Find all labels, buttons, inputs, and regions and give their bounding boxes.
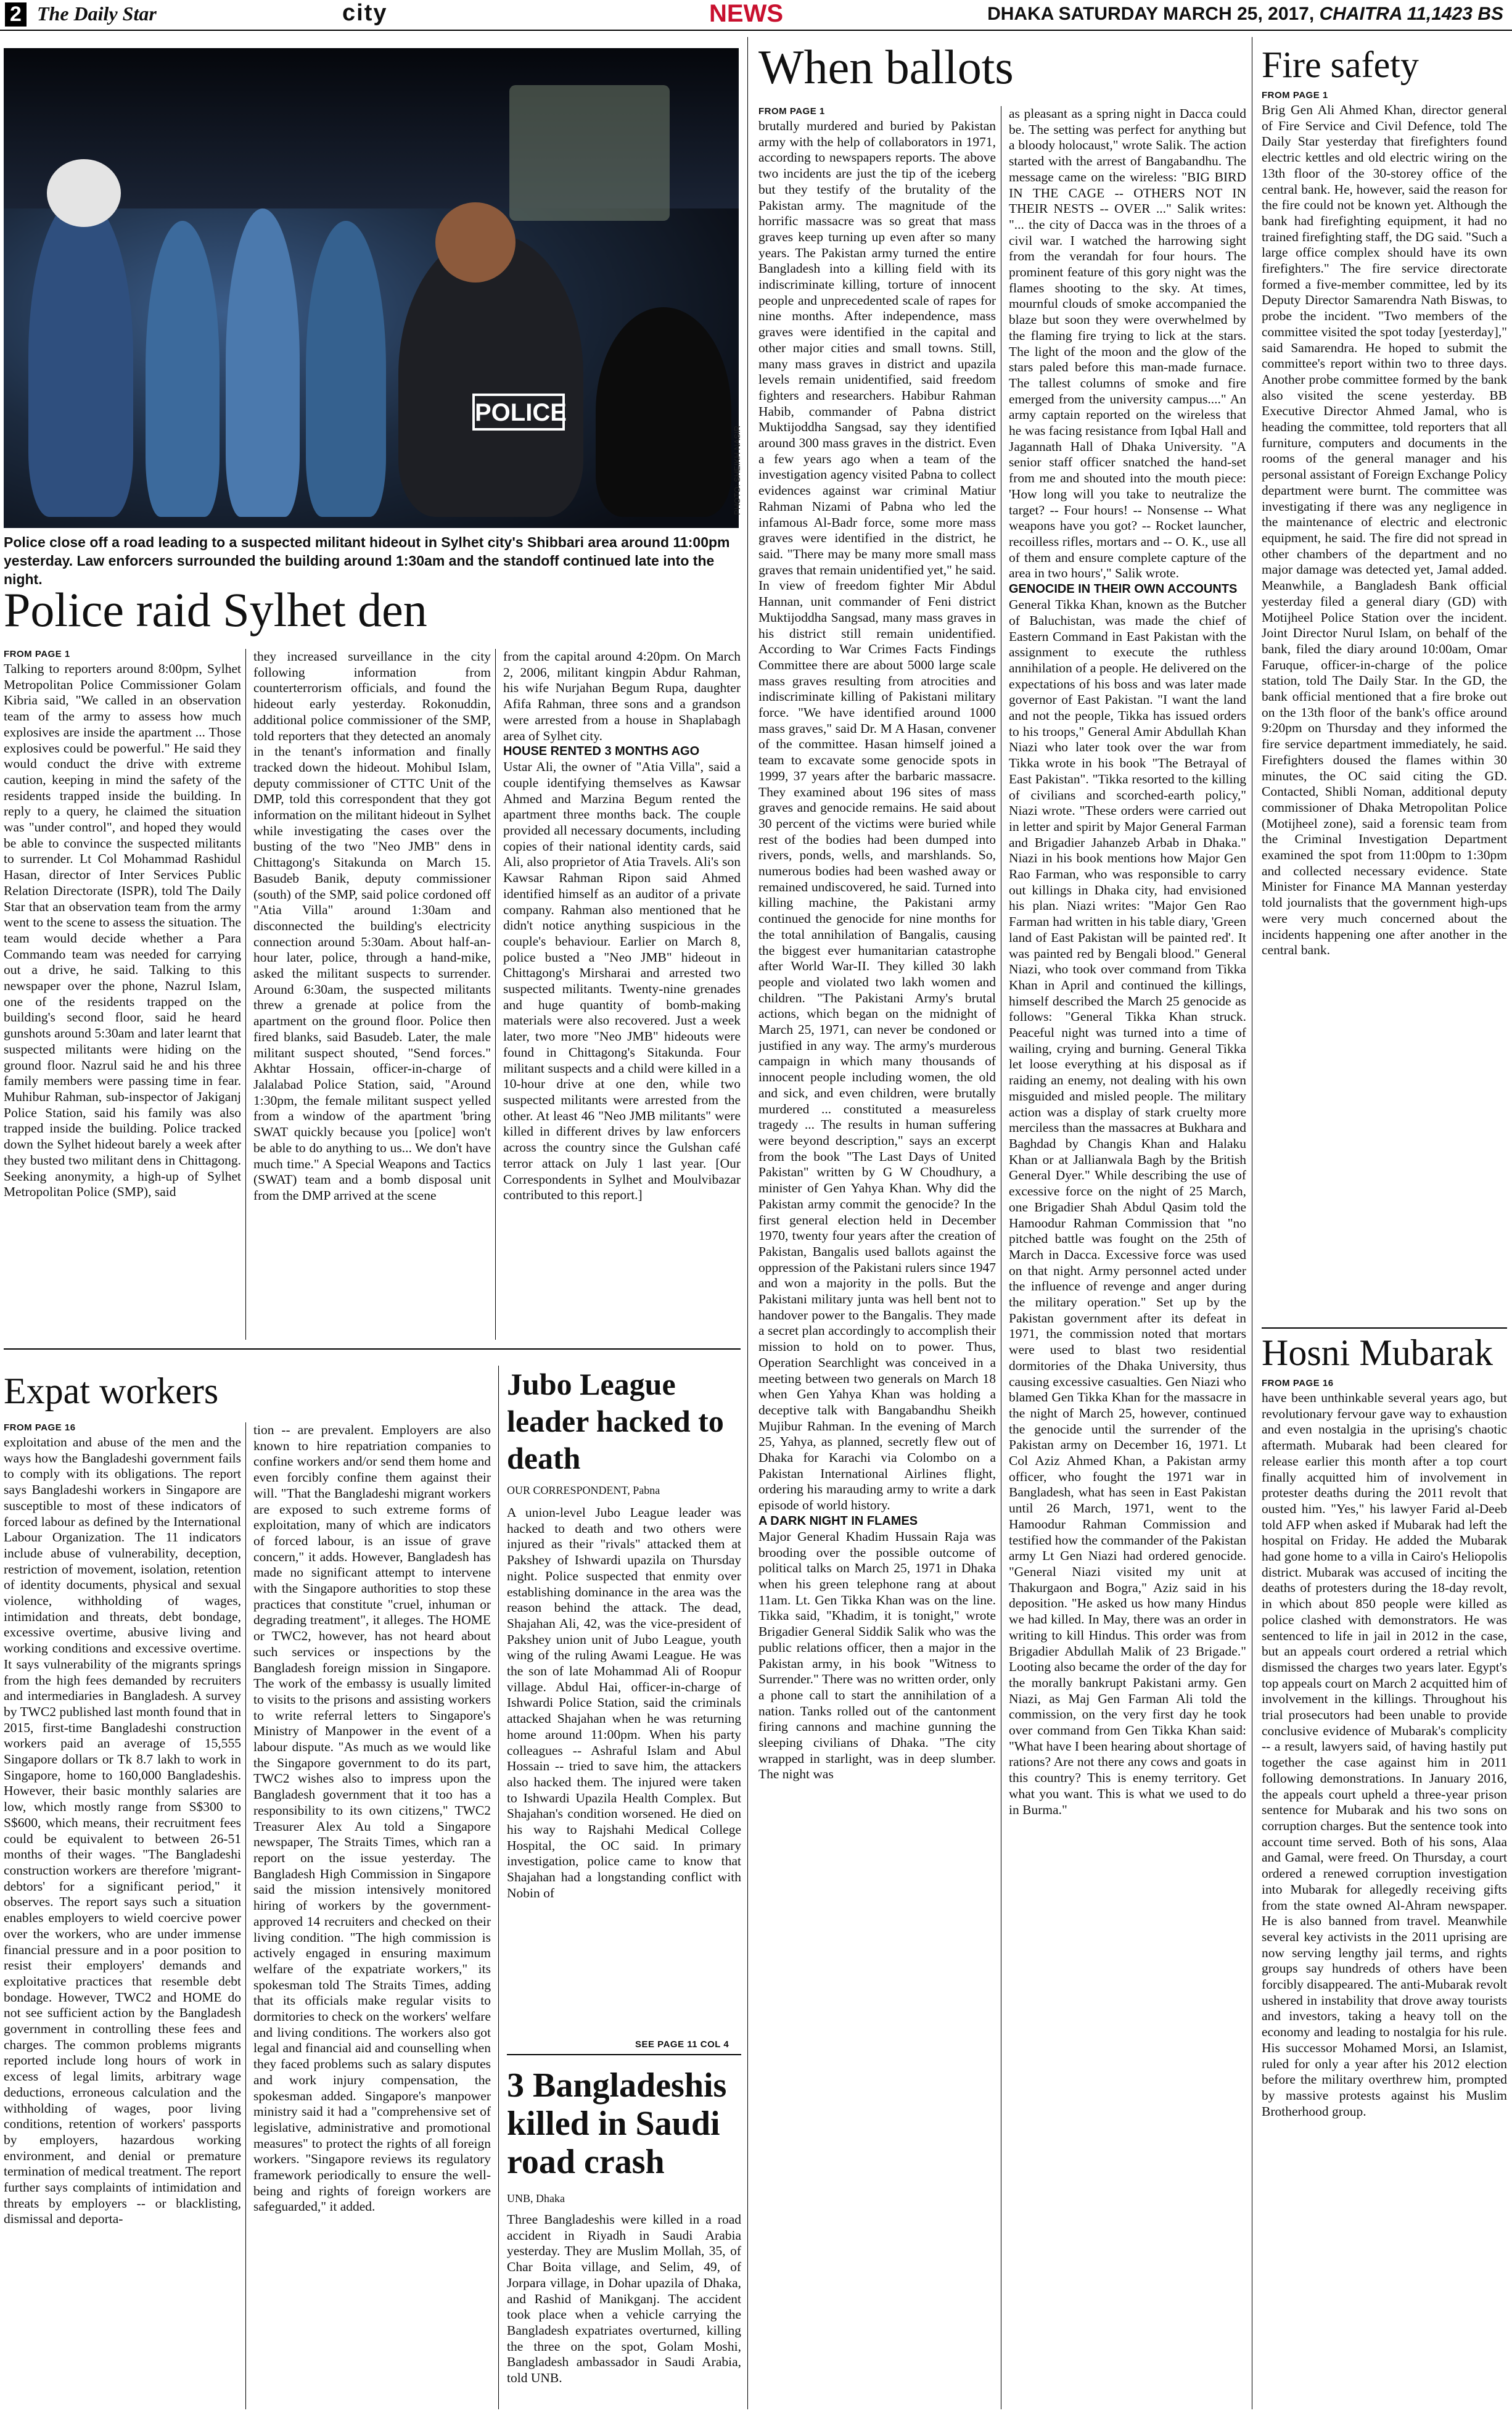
sylhet-text: from the capital around 4:20pm. On March 2, 2006, militant kingpin Abdur Rahman, his wife Nurjahan Begum Rupa, daughter Afifa Rahman, three sons and a grandson were arrested from a house in Shaplabagh area of Sylhet city.	[503, 649, 741, 743]
expat-column-2	[253, 1422, 491, 2409]
mubarak-from: FROM PAGE 16	[1262, 1378, 1334, 1388]
fire-text: Brig Gen Ali Ahmed Khan, director general of Fire Service and Civil Defence, told The Daily Star yesterday that firefighters found electric kettles and old electric wiring on the 13th floor of the 30-storey office of the central bank. He, however, said the reason for the fire could not be known yet. Although the bank had firefighting equipment, it had no trained firefighting staff, the DG said. "Such a large office complex should have its own firefighters." The fire service directorate formed a five-member committee, led by its Deputy Director Samarendra Nath Biswas, to probe the incident. "Two members of the committee visited the spot today [yesterday]," said Samarendra. He hoped to submit the committee's report within two to three days. Another probe committee formed by the bank also visited the scene yesterday. BB Executive Director Ahmed Jamal, who is heading the committee, told reporters that all furniture, computers and documents in the rooms of the general manager and his personal assistant of Foreign Exchange Policy department were burnt. The committee was investigating if there was any negligence in the maintenance of electric and electronic equipment, he said. The fire did not spread in other chambers of the department and no major damage was detected yet, Jamal added. Meanwhile, a Bangladesh Bank official yesterday filed a general diary (GD) with Motijheel Police Station over the incident. Joint Director Nurul Islam, on behalf of the bank, filed the diary around 10:00am, Omar Faruque, officer-in-charge of the police station, told The Daily Star. In the GD, the bank official mentioned that a fire broke out on the 13th floor of the bank's office around 9:20pm on Thursday and they informed the fire service department immediately, he said. Firefighters doused the flames within 30 minutes, the OC said citing the GD. Contacted, Shibli Noman, additional deputy commissioner of Dhaka Metropolitan Police (Motijheel zone), said a forensic team from the Criminal Investigation Department examined the spot from 11:00pm to 1:30pm and collected necessary evidence. State Minister for Finance MA Mannan yesterday told journalists that the government high-ups were very much concerned about the incidents happening one after another in the central bank.	[1262, 102, 1507, 958]
police-officer-figure	[226, 208, 300, 517]
sylhet-column-1	[4, 661, 241, 1340]
section-divider	[1262, 1327, 1507, 1329]
expat-from: FROM PAGE 16	[4, 1422, 76, 1433]
jubo-text: A union-level Jubo League leader was hacked to death and two others were injured as their "rivals" attacked them at Pakshey of Ishwardi upazila on Thursday night. Police suspected that enmity over establishing dominance in the area was the reason behind the attack. The dead, Shajahan Ali, 42, was the vice-president of Pakshey union unit of Jubo League, youth wing of the ruling Awami League. He was the son of late Mohammad Ali of Roopur village. Abdul Hai, officer-in-charge of Ishwardi Police Station, said the criminals attacked Shajahan when he was returning home around 11:00pm. When his party colleagues -- Ashraful Islam and Abul Hossain -- tried to save him, the attackers also hacked them. The injured were taken to Ishwardi Upazila Health Complex. But Shajahan's condition worsened. He died on his way to Rajshahi Medical College Hospital, the OC said. In primary investigation, police came to know that Shajahan had a longstanding conflict with Nobin of	[507, 1505, 741, 1900]
news-photo	[4, 48, 739, 528]
dateline-date: DHAKA SATURDAY MARCH 25, 2017,	[987, 4, 1315, 24]
saudi-text: Three Bangladeshis were killed in a road accident in Riyadh in Saudi Arabia yesterday. They are Muslim Mollah, 35, of Char Boita village, and Selim, 49, of Jorpara village, in Dohar upazila of Dhaka, and Rashid of Manikganj. The accident took place when a vehicle carrying the Bangladesh expatriates overturned, killing the three on the spot, Golam Moshi, Bangladesh ambassador in Saudi Arabia, told UNB.	[507, 2212, 741, 2386]
mubarak-headline: Hosni Mubarak	[1262, 1332, 1493, 1373]
expat-text: exploitation and abuse of the men and the ways how the Bangladeshi government fails to comply with its obligations. The report says Bangladeshi workers in Singapore are susceptible to most of these indicators of forced labour as defined by the International Labour Organization. The 11 indicators include abuse of vulnerability, deception, restriction of movement, isolation, retention of identity documents, physical and sexual violence, withholding of wages, intimidation and threats, debt bondage, excessive overtime, abusive living and working conditions and excessive overtime. It says vulnerability of the migrants springs from the high fees demanded by recruiters and intermediaries in Bangladesh. A survey by TWC2 published last month found that in 2015, first-time Bangladeshi construction workers paid an average of 15,555 Singapore dollars or Tk 8.7 lakh to work in Singapore, home to 160,000 Bangladeshis. However, their basic monthly salaries are low, which mostly range from S$300 to S$600, which means, their recruitment fees could be equivalent to between 26-51 months of their wages. "The Bangladeshi construction workers are therefore 'migrant-debtors' for a significant period," it observes. The report says such a situation enables employers to wield coercive power over the workers, who are under immense financial pressure and in a poor position to resist their employers' demands and exploitative practices that resemble debt bondage. However, TWC2 and HOME do not see sufficient action by the Bangladesh government in controlling these fees and charges. The common problems migrants reported include long hours of work in excess of legal limits, arbitrary wage deductions, erroneous calculation and the withholding of wages, poor living conditions, retention of workers' passports by employers, hazardous working environment, and denial or premature termination of medical treatment. The report further says complaints of intimidation and threats by employers -- or blacklisting, dismissal and deporta-	[4, 1435, 241, 2227]
mubarak-text: have been unthinkable several years ago, but revolutionary fervour gave way to exhaustion and even nostalgia in the uprising's chaotic aftermath. Mubarak had been cleared for release earlier this month after a top court finally acquitted him of involvement in protester deaths during the 2011 revolt that ousted him. "Yes," his lawyer Farid al-Deeb told AFP when asked if Mubarak had left the hospital on Friday. He added the Mubarak had gone home to a villa in Cairo's Heliopolis district. Mubarak was accused of inciting the deaths of protesters during the 18-day revolt, in which about 850 people were killed as police clashed with demonstrators. He was sentenced to life in jail in 2012 in the case, but an appeals court ordered a retrial which dismissed the charges two years later. Egypt's top appeals court on March 2 acquitted him of involvement in the killings. Throughout his trial prosecutors had been unable to provide conclusive evidence of Mubarak's complicity -- a result, lawyers said, of having hastily put together the case against him in 2011 following demonstrations. In January 2016, the appeals court upheld a three-year prison sentence for Mubarak and his two sons on corruption charges. But the sentence took into account time served. Both of his sons, Alaa and Gamal, were freed. On Thursday, a court ordered a renewed corruption investigation into Mubarak for allegedly receiving gifts from the state owned Al-Ahram newspaper. He is also banned from travel. Meanwhile several key activists in the 2011 uprising are now serving lengthy jail terms, and rights groups say hundreds of others have been forcibly disappeared. The anti-Mubarak revolt ushered in instability that drove away tourists and investors, taking a heavy toll on the economy and leading to nostalgia for his rule. His successor Mohamed Morsi, an Islamist, ruled for only a year after his 2012 election before the military overthrew him, prompted by massive protests against his Muslim Brotherhood group.	[1262, 1390, 1507, 2119]
fire-headline: Fire safety	[1262, 44, 1419, 85]
news-label: NEWS	[709, 0, 783, 27]
expat-text: tion -- are prevalent. Employers are also known to hire repatriation companies to confine workers and/or send them home and even forcibly confine them against their will. "That the Bangladeshi migrant workers are exposed to such extreme forms of exploitation, many of which are indicators of forced labour, is an issue of grave concern," it adds. However, Bangladesh has made no significant attempt to intervene with the Singapore authorities to stop these practices that constitute "cruel, inhuman or degrading treatment", it alleges. The HOME or TWC2, however, has not heard about such services or inspections by the Bangladesh foreign mission in Singapore. The work of the embassy is usually limited to visits to the prisons and assisting workers to write referral letters to Singapore's Ministry of Manpower in the event of a labour dispute. "As much as we would like the Singapore government to do its part, TWC2 wishes also to impress upon the Bangladesh government that it too has a responsibility to its own citizens," TWC2 Treasurer Alex Au told a Singapore newspaper, The Straits Times, which ran a report on the issue yesterday. The Bangladesh High Commission in Singapore said the mission intensively monitored hiring of workers by the government-approved 14 recruiters and checked on their living condition. "The high commission is actively engaged in ensuring maximum welfare of the expatriate workers," its spokesman told The Straits Times, adding that its officials make regular visits to dormitories to check on the workers' welfare and living conditions. The workers also got legal and financial aid and counselling when they faced problems such as salary disputes and work injury compensation, the spokesman added. Singapore's manpower ministry said it had a "comprehensive set of legislative, administrative and promotional measures" to protect the rights of all foreign workers. "Singapore reviews its regulatory framework periodically to ensure the well-being and rights of foreign workers are safeguarded," it added.	[253, 1422, 491, 2214]
jubo-byline: OUR CORRESPONDENT, Pabna	[507, 1484, 660, 1496]
jubo-column	[507, 1505, 741, 2036]
fire-from: FROM PAGE 1	[1262, 90, 1328, 101]
column-rule	[747, 37, 748, 2409]
sylhet-column-2	[253, 649, 491, 1340]
ballots-subhead: A DARK NIGHT IN FLAMES	[758, 1514, 918, 1528]
fire-column	[1262, 102, 1507, 1324]
sylhet-text: Ustar Ali, the owner of "Atia Villa", said a couple identifying themselves as Kawsar Ahmed and Marzina Begum rented the apartment three months back. The couple provided all necessary documents, including copies of their national identity cards, said Ali, also proprietor of Atia Travels. Ali's son Kawsar Rahman Ripon said Ahmed identified himself as an auditor of a private company. Rahman also mentioned that he didn't notice anything suspicious in the couple's behaviour. Earlier on March 8, police busted a "Neo JMB" hideout in Chittagong's Mirsharai and arrested two suspected militants. Twenty-nine grenades and huge quantity of bomb-making materials were also recovered. Just a week later, two more "Neo JMB" hideouts were found in Chittagong's Sitakunda. Four militant suspects and a child were killed in a 10-hour drive at one den, while two suspected militants were arrested from the other. At least 46 "Neo JMB militants" were killed in different drives by law enforcers across the country since the Gulshan café terror attack on July 1 last year. [Our Correspondents in Sylhet and Moulvibazar contributed to this report.]	[503, 759, 741, 1203]
column-rule	[245, 649, 246, 1340]
ballots-text: General Tikka Khan, known as the Butcher of Baluchistan, was made the chief of Eastern Command in East Pakistan with the assignment to execute the ruthless annihilation of a people. He delivered on the expectations of his boss and was later made governor of East Pakistan. "I want the land and not the people, Tikka has issued orders to his troops," General Amir Abdullah Khan Niazi who later took over the war from Tikka wrote in his book "The Betrayal of East Pakistan". "Tikka resorted to the killing of civilians and scorched-earth policy," Niazi wrote. "These orders were carried out in letter and spirit by Major General Farman and Brigadier Jahanzeb Arbab in Dhaka." Niazi in his book mentions how Major Gen Rao Farman, who was responsible to carry out killings in Dhaka city, had envisioned his plan. Niazi writes: "Major Gen Rao Farman had written in his table diary, 'Green land of East Pakistan will be painted red'. It was painted red by Bengali blood." General Niazi, who took over command from Tikka Khan in April and continued the killings, himself described the March 25 genocide as follows: "General Tikka Khan struck. Peaceful night was turned into a time of wailing, crying and burning. General Tikka let loose everything at his disposal as if raiding an enemy, not dealing with his own misguided and misled people. The military action was a display of stark cruelty more merciless than the massacres at Bukhara and Baghdad by Changis Khan and Halaku Khan or at Jallianwala Bagh by the British General Dyer." While describing the use of excessive force on the night of 25 March, one Brigadier Shah Abdul Qasim told the Hamoodur Rahman Commission that "no pitched battle was fought on the 25th of March in Dacca. Excessive force was used on that night. Army personnel acted under the influence of revenge and anger during the military operation." Set up by the Pakistan government after its defeat in 1971, the commission noted that mortars were used to blast two residential dormitories of the Dhaka University, thus causing excessive casualties. Gen Niazi who blamed Gen Tikka Khan for the massacre in the night of March 25, however, continued the genocide until the surrender of the Pakistan army on December 16, 1971. Lt Col Aziz Ahmed Khan, a Pakistan army officer, who fought the 1971 war in Bangladesh, what has seen in East Pakistan until 26 March, 1971, went to the Hamoodur Rahman Commission and testified how the commander of the Pakistan army Lt Gen Niazi had ordered genocide. "General Niazi visited my unit at Thakurgaon and Bogra," Aziz said in his deposition. "He asked us how many Hindus we had killed. In May, there was an order in writing to kill Hindus. This order was from Brigadier Abdullah Malik of 23 Brigade." Looting also became the order of the day for the morally bankrupt Pakistani army. Gen Niazi, as Maj Gen Farman Ali told the commission, on the very first day he took over command from Gen Tikka Khan said: "What have I been hearing about shortage of rations? Are not there any cows and goats in this country? This is enemy territory. Get what you want. This is what we used to do in Burma."	[1009, 597, 1246, 1817]
ballots-text: Major General Khadim Hussain Raja was brooding over the possible outcome of political talks on March 25, 1971 in Dhaka when his green telephone rang at about 11am. Lt. Gen Tikka Khan was on the line. Tikka said, "Khadim, it is tonight," wrote Brigadier General Siddik Salik who was the public relations officer, then a major in the Pakistan army, in his book "Witness to Surrender." There was no written order, only a phone call to start the annihilation of a nation. Tanks rolled out of the cantonment firing cannons and machine gunning the sleeping civilians of Dhaka. "The city wrapped in starlight, was in deep slumber. The night was	[758, 1528, 996, 1782]
ballots-subhead: GENOCIDE IN THEIR OWN ACCOUNTS	[1009, 582, 1238, 596]
ballots-headline: When ballots	[758, 40, 1014, 94]
page-number: 2	[5, 2, 27, 27]
expat-column-1	[4, 1435, 241, 2409]
sylhet-text: Talking to reporters around 8:00pm, Sylhet Metropolitan Police Commissioner Golam Kibria said, "We called in an observation team of the army to assess how much explosives are inside the apartment ... Those explosives could be powerful." He said they would conduct the drive with extreme caution, keeping in mind the safety of the residents trapped inside the building. In reply to a query, he claimed the situation was "under control", and hoped they would be able to convince the suspected militants to surrender. Lt Col Mohammad Rashidul Hasan, director of Inter Services Public Relation Directorate (ISPR), told The Daily Star that an observation team from the army went to the scene to assess the situation. The team would decide whether a Para Commando team was needed for carrying out a drive, he said. Talking to this newspaper over the phone, Nazrul Islam, one of the residents trapped on the building's second floor, said he heard gunshots around 5:30am and later learnt that suspected militants were hiding on the ground floor. Nazrul said he and his three family members were passing time in fear. Muhibur Rahman, sub-inspector of Jakiganj Police Station, said his family was also trapped inside the building. Police tracked down the Sylhet hideout barely a week after they busted two militant dens in Chittagong. Seeking anonymity, a high-up of Sylhet Metropolitan Police (SMP), said	[4, 661, 241, 1200]
police-officer-figure	[28, 196, 133, 517]
face-figure	[435, 202, 516, 283]
sylhet-text: they increased surveillance in the city following information from counterterrorism officials, and found the hideout early yesterday. Rokonuddin, additional police commissioner of the SMP, told reporters that they detected an anomaly in the tenant's information and finally tracked down the hideout. Mohibul Islam, deputy commissioner of CTTC Unit of the DMP, told this correspondent that they got information on the militant hideout in Sylhet while investigating the cases over the busting of the two "Neo JMB" dens in Chittagong's Sitakunda on March 15. Basudeb Banik, deputy commissioner (south) of the SMP, said police cordoned off "Atia Villa" around 1:30am and disconnected the building's electricity connection around 5:30am. About half-an-hour later, police, through a hand-mike, asked the militant suspects to surrender. Around 6:30am, the suspected militants threw a grenade at police from the apartment on the ground floor. Police then fired blanks, said Basudeb. Later, the male militant suspect shouted, "Send forces." Akhtar Hossain, officer-in-charge of Jalalabad Police Station, said, "Around 1:30pm, the female militant suspect yelled from a window of the apartment 'bring SWAT quickly because you [police] won't be able to do anything to us... We don't have much time." A Special Weapons and Tactics (SWAT) team and a bomb disposal unit from the DMP arrived at the scene	[253, 649, 491, 1203]
ballots-column-2	[1009, 106, 1246, 2409]
ballots-column-1	[758, 118, 996, 2409]
sylhet-from: FROM PAGE 1	[4, 649, 70, 659]
section-name: city	[342, 0, 388, 26]
sylhet-headline: Police raid Sylhet den	[4, 583, 427, 637]
masthead	[0, 0, 1512, 31]
sylhet-subhead: HOUSE RENTED 3 MONTHS AGO	[503, 745, 700, 759]
saudi-byline: UNB, Dhaka	[507, 2192, 565, 2205]
ballots-text: brutally murdered and buried by Pakistan army with the help of collaborators in 1971, according to newspapers reports. The above two incidents are just the tip of the iceberg but they testify of the brutality of the Pakistan army. The magnitude of the horrific massacre was so great that mass graves keep turning up even after so many years. The Pakistan army turned the entire Bangladesh into a killing field with its indiscriminate killing, torture of innocent people and unprecedented scale of rapes for nine months. After independence, mass graves were identified in the capital and other major cities and small towns. Still, many mass graves in district and upazila levels remain unidentified, said freedom fighters and researchers. Habibur Rahman Habib, commander of Pabna district Muktijoddha Sangsad, say they identified around 300 mass graves in the district. Even a few years ago when a team of the investigation agency visited Pabna to collect evidences against war criminal Matiur Rahman Nizami of Pabna who led the infamous Al-Badr force, some more mass graves were identified in the district, he said. "There may be many more small mass graves that remain unidentified yet," he said. In view of freedom fighter Mir Abdul Hannan, unit commander of Feni district Muktijoddha Sangsad, many mass graves in his district still remain unidentified. According to War Crimes Facts Findings Committee there are about 5000 large scale mass graves resulting from atrocities and indiscriminate killing of Pakistani military force. "We have identified around 1000 mass graves," said Dr. M A Hasan, convener of the committee. Hasan himself joined a team to excavate some genocide spots in 1999, 37 years after the barbaric massacre. They examined about 196 sites of mass graves and genocide remains. He said about 30 percent of the victims were buried while rest of the bodies had been dumped into rivers, ponds, wells, and marshlands. So, numerous bodies had been washed away or remained undiscovered, he said. Turned into killing machine, the Pakistani army continued the genocide for nine months for the total annihilation of Bangalis, causing the biggest ever humanitarian catastrophe after World War-II. They killed 30 lakh people and violated two lakh women and children. "The Pakistani Army's brutal actions, which began on the midnight of March 25, 1971, can never be condoned or justified in any way. The army's murderous campaign in which many thousands of innocent people including women, the old and sick, and even children, were brutally murdered ... constituted a measureless tragedy ... The results in human suffering were beyond description," says an excerpt from the book "The Last Days of United Pakistan" written by G W Choudhury, a minister of Gen Yahya Khan. Why did the Pakistan army commit the genocide? In the first general election held in December 1970, twenty four years after the creation of Pakistan, Bangalis used ballots against the oppression of the Pakistani rulers since 1947 and won a majority in the polls. But the Pakistani military junta was hell bent not to handover power to the Bangalis. They made a secret plan accordingly to accomplish their mission to hold on to power. Thus, Operation Searchlight was conceived in a meeting between two generals on March 18 when Gen Yahya Khan was holding a deceptive talk with Bangabandhu Sheikh Mujibur Rahman. In the evening of March 25, Yahya, as planned, secretly flew out of Dhaka for Karachi via Colombo on a Pakistan International Airlines flight, ordering his marauding army to write a dark episode of world history.	[758, 118, 996, 1513]
dateline	[987, 4, 1503, 25]
police-helmet-figure	[47, 159, 121, 227]
sylhet-column-3	[503, 649, 741, 1340]
jubo-headline: Jubo League leader hacked to death	[507, 1367, 724, 1475]
ballots-from: FROM PAGE 1	[758, 106, 825, 117]
section-divider	[507, 2054, 741, 2055]
column-rule	[245, 1422, 246, 2409]
dateline-bangla: CHAITRA 11,1423 BS	[1319, 4, 1503, 24]
police-officer-figure	[146, 221, 220, 517]
saudi-headline: 3 Bangladeshis killed in Saudi road crash	[507, 2066, 727, 2181]
newspaper-logo: The Daily Star	[37, 2, 157, 25]
photo-credit: PHOTO: SHEIKH NASIR	[733, 426, 742, 515]
column-rule	[495, 649, 496, 1340]
police-officer-figure	[306, 221, 386, 517]
column-rule	[498, 1366, 499, 2409]
saudi-column	[507, 2212, 741, 2409]
ballots-text: as pleasant as a spring night in Dacca could be. The setting was perfect for anything but a bloody holocaust," wrote Salik. The action started with the arrest of Bangabandhu. The message came on the wireless: "BIG BIRD IN THE CAGE -- OTHERS NOT IN THEIR NESTS -- OVER ..." Salik writes: "... the city of Dacca was in the throes of a civil war. I watched the harrowing sight from the verandah for four hours. The prominent feature of this gory night was the flames shooting to the sky. At times, mournful clouds of smoke accompanied the blaze but soon they were overwhelmed by the flaming fire trying to lick at the stars. The light of the moon and the glow of the stars paled before this man-made furnace. The tallest columns of smoke and fire emerged from the university campus...." An army captain reported on the wireless that he was facing resistance from Iqbal Hall and Jagannath Hall of Dhaka University. "A senior staff officer snatched the hand-set from me and shouted into the mouth piece: 'How long will you take to neutralize the target? -- Four hours! -- Nonsense -- What weapons have you got? -- Rocket launcher, recoilless rifles, mortars and -- O. K., use all of them and ensure complete capture of the area in two hours'," Salik wrote.	[1009, 106, 1246, 581]
section-divider	[4, 1348, 741, 1350]
police-vest-label: POLICE	[472, 394, 565, 431]
photo-caption: Police close off a road leading to a suspected militant hideout in Sylhet city's Shibbari area around 11:00pm yesterday. Law enforcers surrounded the building around 1:30am and the standoff continued late into the night.	[4, 534, 730, 587]
expat-headline: Expat workers	[4, 1371, 219, 1411]
mubarak-column	[1262, 1390, 1507, 2409]
truck-shape	[509, 85, 670, 221]
jubo-jump: SEE PAGE 11 COL 4	[635, 2039, 729, 2050]
bystander-figure	[596, 307, 731, 517]
